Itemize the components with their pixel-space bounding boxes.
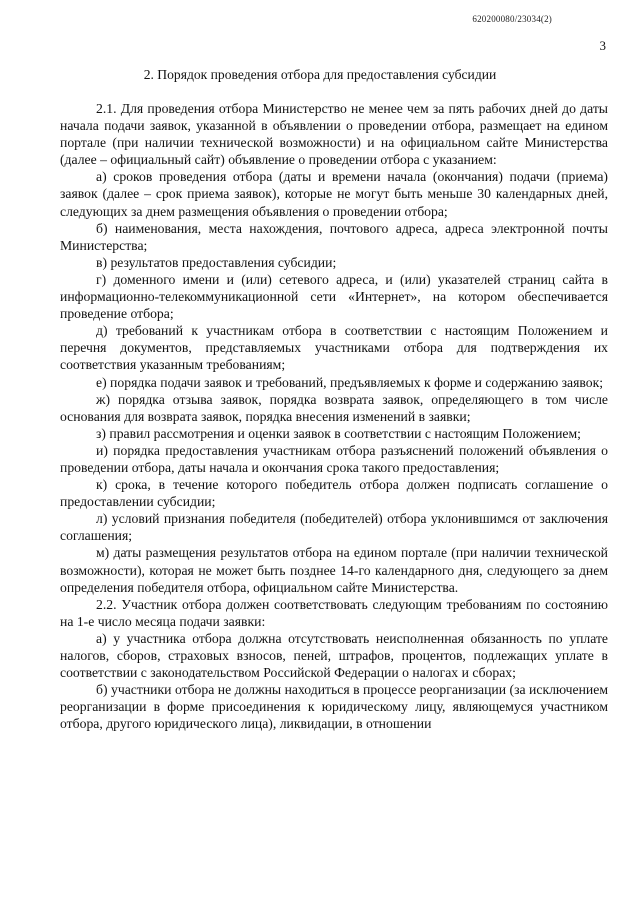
- list-item-d: д) требований к участникам отбора в соответствии с настоящим Положением и перечня документов, представляемых участниками отбора для подтверждения их соответствия указанным требованиям;: [60, 323, 608, 373]
- list-item-l: л) условий признания победителя (победителей) отбора уклонившимся от заключения соглашения;: [60, 511, 608, 544]
- list-item-m: м) даты размещения результатов отбора на едином портале (при наличии технической возможности), которая не может быть позднее 14-го календарного дня, следующего за днем определения победителя отбора, официальном сайте Министерства.: [60, 545, 608, 595]
- page-number: 3: [599, 38, 606, 53]
- list-item-z: з) правил рассмотрения и оценки заявок в соответствии с настоящим Положением;: [96, 425, 581, 441]
- paragraph-2-1: 2.1. Для проведения отбора Министерство не менее чем за пять рабочих дней до даты начала подачи заявок, указанной в объявлении о проведении отбора, размещает на едином портале (при наличии технической возможности) и на официальном сайте Министерства (далее – официальный сайт) объявление о проведении отбора с указанием:: [60, 101, 608, 168]
- document-body: [60, 100, 608, 732]
- list-item-i: и) порядка предоставления участникам отбора разъяснений положений объявления о проведении отбора, даты начала и окончания срока такого предоставления;: [60, 442, 608, 475]
- document-id: 620200080/23034(2): [472, 14, 552, 24]
- requirement-item-a: а) у участника отбора должна отсутствовать неисполненная обязанность по уплате налогов, сборов, страховых взносов, пеней, штрафов, процентов, подлежащих уплате в соответствии с законодательством Российской Федерации о налогах и сборах;: [60, 630, 608, 681]
- list-item-b: б) наименования, места нахождения, почтового адреса, адреса электронной почты Министерства;: [60, 220, 608, 253]
- paragraph-2-2: 2.2. Участник отбора должен соответствовать следующим требованиям по состоянию на 1-е число месяца подачи заявки:: [60, 596, 608, 629]
- list-item-zh: ж) порядка отзыва заявок, порядка возврата заявок, определяющего в том числе основания для возврата заявок, порядка внесения изменений в заявки;: [60, 391, 608, 424]
- list-item-g: г) доменного имени и (или) сетевого адреса, и (или) указателей страниц сайта в информационно-телекоммуникационной сети «Интернет», на котором обеспечивается проведение отбора;: [60, 271, 608, 322]
- list-item-a: а) сроков проведения отбора (даты и времени начала (окончания) подачи (приема) заявок (далее – срок приема заявок), которые не могут быть меньше 30 календарных дней, следующих за днем размещения объявления о проведении отбора;: [60, 169, 608, 219]
- list-item-k: к) срока, в течение которого победитель отбора должен подписать соглашение о предоставлении субсидии;: [60, 477, 608, 510]
- list-item-e: е) порядка подачи заявок и требований, предъявляемых к форме и содержанию заявок;: [96, 374, 604, 390]
- requirement-item-b: б) участники отбора не должны находиться в процессе реорганизации (за исключением реорганизации в форме присоединения к юридическому лицу, являющемуся участником отбора, другого юридического лица), ликвидации, в отношении: [60, 682, 608, 732]
- list-item-v: в) результатов предоставления субсидии;: [96, 254, 337, 270]
- section-title: 2. Порядок проведения отбора для предоставления субсидии: [143, 67, 497, 82]
